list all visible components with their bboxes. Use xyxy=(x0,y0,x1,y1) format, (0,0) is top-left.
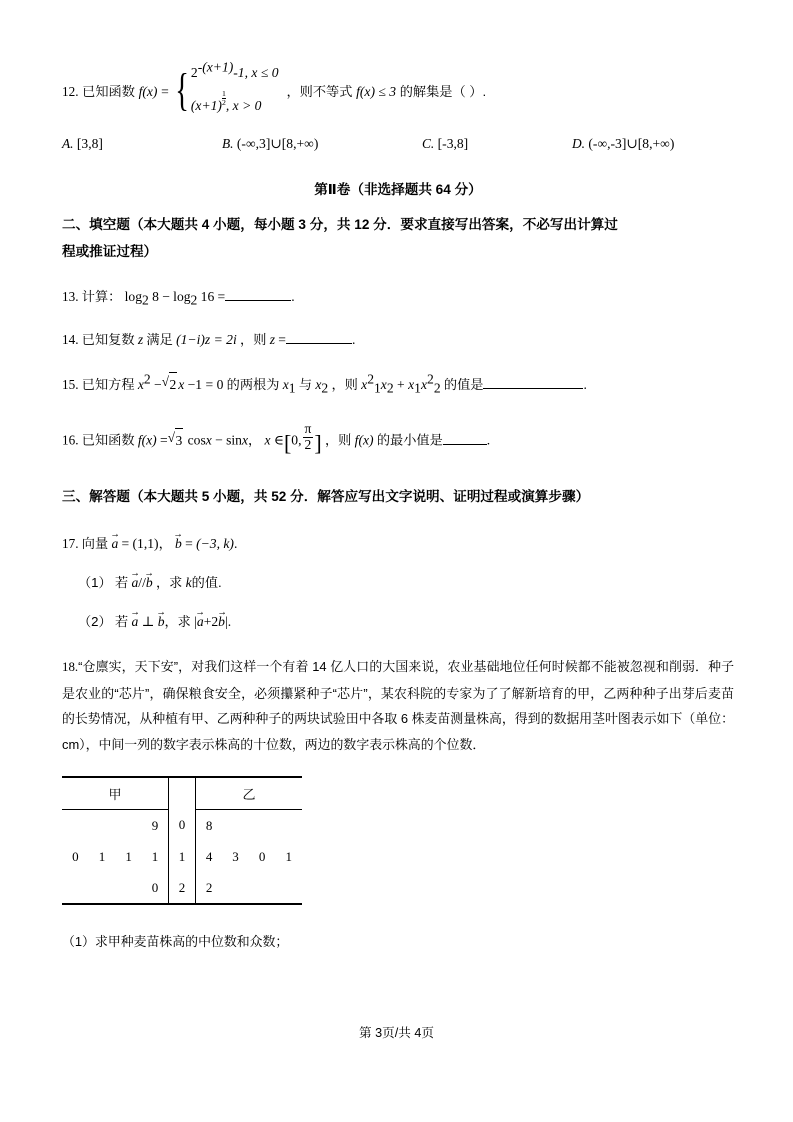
option-b-label: B. xyxy=(222,136,234,151)
question-15-x: x xyxy=(137,376,144,392)
jia-leaf: 0 xyxy=(142,872,169,904)
question-17-sub-2 xyxy=(62,611,734,630)
question-16-x-in: x ∈ xyxy=(264,432,284,448)
question-17-sub1-vec-a: a → xyxy=(132,574,139,591)
question-17-sub2-plus: +2 xyxy=(203,613,219,629)
question-14-period: . xyxy=(351,332,356,348)
question-12 xyxy=(62,59,734,118)
interval-numerator: π xyxy=(304,421,312,437)
case1-tail: -1, x ≤ 0 xyxy=(233,65,279,81)
question-14-equals: = xyxy=(278,332,286,348)
question-15-expression: $x^2_1x_2 + x_1x^2_2$ xyxy=(361,371,441,396)
question-12-stem-suffix: ，则不等式 xyxy=(286,83,353,99)
question-17-b-value: (−3, k) xyxy=(196,535,234,551)
q15-term2-x: x xyxy=(408,376,415,392)
yi-leaf: 0 xyxy=(258,848,266,864)
question-16-text-b: ，则 xyxy=(325,432,352,448)
yi-leaf xyxy=(275,872,302,904)
question-14-z2: z xyxy=(269,332,275,348)
question-17-sub2-if: 若 xyxy=(115,613,129,629)
question-16-fx: f(x) xyxy=(137,432,157,448)
jia-leaf xyxy=(62,872,89,904)
question-12-piecewise xyxy=(171,59,279,116)
case2-tail: , x > 0 xyxy=(225,98,262,114)
question-13-equals: = xyxy=(217,289,226,304)
jia-leaf: 1 xyxy=(125,848,132,864)
question-15-root1: x xyxy=(282,376,289,392)
q15-term2-x2: x xyxy=(420,376,428,392)
question-15-text-d: ，则 xyxy=(331,376,358,392)
option-c[interactable] xyxy=(422,136,572,152)
jia-leaf xyxy=(62,810,89,842)
question-13-period: . xyxy=(291,289,295,304)
case2-exp-numerator: 1 xyxy=(221,89,226,99)
option-d-label: D. xyxy=(572,136,586,151)
question-16-number: 16. xyxy=(62,432,79,448)
question-12-stem-prefix: 已知函数 xyxy=(82,83,135,99)
yi-leaf xyxy=(222,810,249,842)
option-b[interactable] xyxy=(222,136,422,152)
question-17-sub2-tail: . xyxy=(227,613,232,629)
question-17-number: 17. xyxy=(62,535,79,551)
question-13-log2: log xyxy=(173,289,191,304)
question-16-period: . xyxy=(486,432,491,448)
stem-leaf-header-jia: 甲 xyxy=(62,777,169,809)
question-14-text-a: 已知复数 xyxy=(81,332,135,348)
stem-value: 2 xyxy=(169,872,196,904)
question-14-equation: (1−i)z = 2i xyxy=(176,332,237,348)
stem-leaf-header-yi: 乙 xyxy=(196,777,303,809)
piecewise-cases xyxy=(189,59,279,114)
question-13-minus: − xyxy=(162,289,170,304)
option-a[interactable] xyxy=(62,136,222,152)
yi-leaf: 1 xyxy=(285,848,292,864)
question-17-sub1-if: 若 xyxy=(115,574,129,590)
yi-leaf xyxy=(275,810,302,842)
question-16-comma: ， xyxy=(247,432,262,448)
question-15-text-b: 的两根为 xyxy=(226,376,280,392)
piecewise-case-2 xyxy=(191,90,279,114)
stem-and-leaf-table xyxy=(62,776,302,905)
question-13 xyxy=(62,285,734,308)
piecewise-case-1 xyxy=(190,59,279,81)
option-d-text: (-∞,-3]∪[8,+∞) xyxy=(588,136,675,151)
option-c-label: C. xyxy=(422,136,435,151)
question-17-sub2-ask: ，求 xyxy=(164,613,191,629)
yi-leaf xyxy=(222,872,249,904)
case1-base: 2 xyxy=(190,65,198,81)
question-17 xyxy=(62,533,734,552)
left-brace-icon: { xyxy=(174,64,189,116)
question-16 xyxy=(62,422,734,462)
question-14-text-c: ，则 xyxy=(240,332,267,348)
question-14-number: 14. xyxy=(62,332,79,348)
option-c-text: [-3,8] xyxy=(437,136,469,151)
jia-leaf: 0 xyxy=(72,848,79,864)
jia-leaf xyxy=(115,872,142,904)
question-17-sub2-label: （2） xyxy=(78,613,112,629)
question-17-a-value: (1,1) xyxy=(132,535,159,551)
question-15-root2-sub: 2 xyxy=(321,380,329,396)
stem-leaf-header-row xyxy=(62,777,302,809)
yi-leaf xyxy=(249,810,276,842)
question-16-equals: = xyxy=(160,432,168,448)
option-a-text: [3,8] xyxy=(76,136,103,151)
question-14 xyxy=(62,328,734,351)
question-15-text-a: 已知方程 xyxy=(81,376,135,392)
case2-base: (x+1) xyxy=(190,98,222,114)
section-2-heading-line-1: 二、填空题（本大题共 4 小题，每小题 3 分，共 12 分．要求直接写出答案，不必写出计算过 xyxy=(62,217,618,232)
stem-value: 0 xyxy=(169,810,196,842)
question-15-x-power: 2 xyxy=(143,371,151,387)
question-16-sin: sin xyxy=(226,432,242,448)
question-12-stem-end: 的解集是（ ）. xyxy=(399,83,487,99)
question-15-period: . xyxy=(583,376,587,392)
question-16-text-a: 已知函数 xyxy=(81,432,135,448)
question-17-sub2-relation: ⊥ xyxy=(141,613,155,629)
stem-leaf-row xyxy=(62,810,302,842)
question-13-value1: 8 xyxy=(152,289,159,304)
stem-value: 1 xyxy=(169,841,196,872)
question-15-root2: x xyxy=(315,376,322,392)
square-root-icon xyxy=(168,428,184,452)
question-18-number: 18. xyxy=(62,659,79,674)
question-17-period: . xyxy=(233,535,238,551)
question-15-sqrt-arg: 2 xyxy=(169,372,178,396)
question-17-sub2-vec-b: b → xyxy=(158,613,165,630)
question-16-minus: − xyxy=(215,432,223,448)
question-15-text-e: 的值是 xyxy=(443,376,484,392)
yi-leaf: 4 xyxy=(205,848,213,864)
interval-right-bracket: ] xyxy=(314,430,322,456)
question-13-value2: 16 xyxy=(200,289,215,304)
question-16-x1: x xyxy=(205,432,212,448)
q15-term1-x2: x xyxy=(380,376,387,392)
question-15-root1-sub: 1 xyxy=(288,380,296,396)
question-17-sub1-relation: // xyxy=(138,574,146,590)
question-17-sub2-vec-a: a → xyxy=(132,613,139,630)
stem-leaf-row xyxy=(62,872,302,904)
question-15-minus: − xyxy=(153,376,162,392)
question-16-text-c: 的最小值是 xyxy=(376,432,443,448)
question-12-number: 12. xyxy=(62,83,79,99)
question-17-vector-b: b → xyxy=(175,535,182,552)
yi-leaf: 3 xyxy=(232,848,239,864)
question-12-inequality: f(x) ≤ 3 xyxy=(356,83,397,99)
page-footer: 第 3页/共 4页 xyxy=(359,1026,434,1040)
question-14-z: z xyxy=(137,332,144,348)
interval-denominator: 2 xyxy=(303,437,314,453)
question-18 xyxy=(62,654,734,758)
question-14-text-b: 满足 xyxy=(146,332,173,348)
question-15-rest: −1 = 0 xyxy=(187,376,224,392)
question-13-base2: 2 xyxy=(190,292,198,308)
section-3-heading: 三、解答题（本大题共 5 小题，共 52 分．解答应写出文字说明、证明过程或演算步骤） xyxy=(62,489,590,505)
case1-exponent: -(x+1) xyxy=(197,59,234,75)
volume-heading: 第Ⅱ卷（非选择题共 64 分） xyxy=(314,182,482,197)
question-13-answer-blank[interactable] xyxy=(225,300,291,301)
question-15 xyxy=(62,372,734,396)
jia-leaf: 9 xyxy=(151,817,159,833)
question-17-sub-1 xyxy=(62,572,734,591)
question-12-tail xyxy=(287,81,487,100)
question-17-sub2-expr-b: b → xyxy=(218,613,225,630)
question-17-equals-2: = xyxy=(185,535,193,551)
question-17-sub1-ask: ，求 xyxy=(155,574,183,590)
question-12-equals: = xyxy=(161,83,169,99)
question-12-fx: f(x) xyxy=(138,83,158,99)
question-12-options xyxy=(62,136,734,152)
jia-leaf xyxy=(89,810,116,842)
jia-leaf xyxy=(115,810,142,842)
stem-leaf-header-stem xyxy=(169,777,196,809)
option-b-text: (-∞,3]∪[8,+∞) xyxy=(236,136,319,151)
question-16-interval-low: 0, xyxy=(291,432,302,448)
question-15-x2: x xyxy=(178,376,185,392)
case2-exp-denominator: 2 xyxy=(221,98,226,108)
question-15-text-c: 与 xyxy=(298,376,313,392)
option-d[interactable] xyxy=(572,136,674,152)
question-17-equals-1: = xyxy=(121,535,130,551)
interval-left-bracket: [ xyxy=(283,430,292,456)
question-17-sub1-label: （1） xyxy=(78,574,112,590)
question-16-cos: cos xyxy=(187,432,206,448)
option-a-label: A. xyxy=(62,136,74,151)
interval-upper-fraction xyxy=(303,422,314,452)
question-13-label: 计算： xyxy=(81,289,122,304)
stem-leaf-row xyxy=(62,841,302,872)
yi-leaf: 8 xyxy=(205,817,213,833)
yi-leaf xyxy=(249,872,276,904)
stem-and-leaf-diagram xyxy=(62,776,302,905)
question-13-log1: log xyxy=(124,289,143,304)
question-16-fx2: f(x) xyxy=(354,432,374,448)
question-16-x2: x xyxy=(241,432,248,448)
question-18-sub-1: （1）求甲种麦苗株高的中位数和众数； xyxy=(62,934,289,950)
section-2-heading-line-2: 程或推证过程） xyxy=(62,243,158,259)
jia-leaf: 1 xyxy=(151,848,159,864)
question-18-paragraph: “仓廪实，天下安”，对我们这样一个有着 14 亿人口的大国来说，农业基础地位任何时候都不能被忽视和削弱．种子是农业的“芯片”，确保粮食安全，必须攥紧种子“芯片”，某农科院的专家为了了解新培育的甲，乙两种种子出芽后麦苗的长势情况，从种植有甲、乙两种种子的两块试验田中各取 6 株麦苗测量株高，得到的数据用茎叶图表示如下（单位：cm），中间一列的数字表示株高的十位数，两边的数字表示株高的个位数． xyxy=(62,658,734,753)
section-2-heading xyxy=(62,212,734,265)
question-17-sub2-magnitude xyxy=(194,613,228,630)
question-15-answer-blank[interactable] xyxy=(483,388,583,389)
question-17-label: 向量 xyxy=(81,535,109,551)
square-root-icon xyxy=(162,372,178,396)
question-17-sub1-vec-b: b → xyxy=(146,574,153,591)
question-16-answer-blank[interactable] xyxy=(443,444,487,445)
jia-leaf: 1 xyxy=(98,848,106,864)
question-17-vector-a: a → xyxy=(111,535,118,552)
yi-leaf: 2 xyxy=(196,872,223,904)
question-17-comma: ， xyxy=(158,535,172,551)
jia-leaf xyxy=(89,872,116,904)
question-13-number: 13. xyxy=(62,289,79,304)
page-content xyxy=(62,59,734,950)
question-17-sub2-expr-a: a → xyxy=(197,613,204,630)
question-15-number: 15. xyxy=(62,376,79,392)
question-16-sqrt-arg: 3 xyxy=(175,428,184,452)
question-17-sub1-tail: 的值. xyxy=(191,574,222,590)
q15-term1-x: x xyxy=(361,376,368,392)
question-13-base1: 2 xyxy=(142,292,149,308)
question-14-answer-blank[interactable] xyxy=(286,343,352,344)
question-12-lead xyxy=(62,81,169,100)
question-17-sub1-k: k xyxy=(185,574,192,590)
